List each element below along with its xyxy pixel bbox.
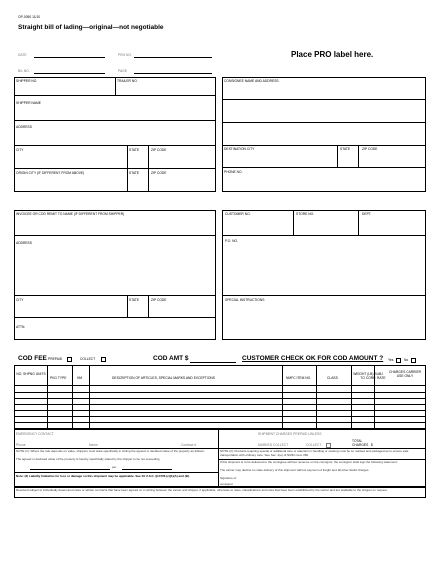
divider — [127, 295, 128, 317]
divider — [72, 365, 73, 429]
col-desc: DESCRIPTION OF ARTICLES, SPECIAL MARKS AND EXCEPTIONS — [112, 376, 215, 380]
divider — [222, 122, 426, 123]
customer-box — [222, 210, 426, 340]
note-3: NOTE (3): Products requiring special or additional care or attention in handling or stowing must be so marked and packaged as to ensure safe transportation with ordinary care. See Sec. 2(e) of NMFC item 360. — [220, 449, 409, 457]
page-line[interactable] — [134, 73, 212, 74]
col-class: CLASS — [327, 376, 338, 380]
dollar-sign: $ — [371, 443, 373, 447]
date-line[interactable] — [34, 57, 105, 58]
invoicee-state-label: STATE — [129, 298, 140, 302]
invoicee-label: INVOICEE OR COD REMIT TO NAME (IF DIFFERENT FROM SHIPPER) — [16, 212, 125, 216]
customer-no-label: CUSTOMER NO. — [225, 212, 251, 216]
destination-city-label: DESTINATION CITY — [224, 147, 255, 151]
shipper-zip-label: ZIP CODE — [151, 148, 167, 152]
check-ok-label: CUSTOMER CHECK OK FOR COD AMOUNT ? — [242, 355, 384, 362]
prepaid-unless-label: SHIPMENT CHARGES PREPAID UNLESS — [258, 432, 322, 436]
consignee-state-label: STATE — [340, 147, 351, 151]
table-row[interactable] — [14, 416, 426, 417]
collect-label: COLLECT — [306, 443, 322, 447]
consignor-statement: If this shipment is to be delivered to the consignee without recourse on the consignor, the consignor shall sign the following statement: — [220, 460, 398, 464]
divider — [148, 295, 149, 317]
divider — [358, 210, 359, 235]
divider — [14, 317, 216, 318]
divider — [14, 472, 218, 473]
carrier-decline: The carrier may decline to make delivery of this shipment without payment of freight and all other lawful charges. — [220, 468, 370, 472]
table-row[interactable] — [14, 404, 426, 405]
divider — [282, 365, 283, 429]
divider — [14, 295, 216, 296]
divider — [293, 210, 294, 235]
origin-city-label: ORIGIN CITY (IF DIFFERENT FROM ABOVE) — [16, 171, 85, 175]
cod-collect-label: COLLECT — [80, 357, 96, 361]
total-label: TOTAL — [352, 439, 363, 443]
yes-label: Yes — [388, 358, 394, 362]
col-pkg: PKG TYPE — [50, 376, 67, 380]
divider — [14, 145, 216, 146]
shipper-state-label: STATE — [129, 148, 140, 152]
consignor-label: consignor — [220, 482, 234, 486]
bl-no-line[interactable] — [34, 73, 105, 74]
pro-no-label: PRO NO. — [118, 53, 132, 57]
origin-zip-label: ZIP CODE — [151, 171, 167, 175]
emergency-contact-label: EMERGENCY CONTACT — [16, 432, 54, 436]
col-nmfc: NMFC ITEM NO. — [286, 376, 312, 380]
divider — [14, 95, 216, 96]
col-weight: WEIGHT (LB) SUBJ TO CORR — [353, 372, 383, 380]
header-divider — [14, 385, 426, 386]
phone-label: Phone — [16, 443, 26, 447]
origin-state-label: STATE — [129, 171, 140, 175]
shipper-address-label: ADDRESS — [16, 125, 32, 129]
per-label: per — [112, 465, 117, 469]
table-row[interactable] — [14, 410, 426, 411]
contract-label: Contract # — [181, 443, 197, 447]
consignee-box — [222, 77, 426, 192]
name-label: Name — [89, 443, 98, 447]
divider — [89, 365, 90, 429]
divider — [222, 99, 426, 100]
date-label: DATE — [18, 53, 27, 57]
note-2: Note: (2) Liability limitation for loss or damage on this shipment may be applicable. See 49 U.S.C. §14706 (c)(1)(A) and (B). — [16, 474, 190, 478]
cod-collect-checkbox[interactable] — [101, 357, 106, 362]
per-line[interactable] — [122, 469, 172, 470]
col-units: NO. SHPNG UNITS — [16, 372, 46, 376]
divider — [218, 429, 219, 487]
divider — [316, 365, 317, 429]
form-id: OP-0050 11/10 — [18, 15, 41, 19]
consignee-zip-label: ZIP CODE — [362, 147, 378, 151]
charges-label: CHARGES — [352, 443, 369, 447]
signature-label: Signature of — [220, 476, 237, 480]
page-label: PAGE — [118, 69, 127, 73]
cod-prepaid-checkbox[interactable] — [67, 357, 72, 362]
divider — [115, 77, 116, 95]
yes-checkbox[interactable] — [396, 358, 401, 363]
table-row[interactable] — [14, 392, 426, 393]
special-instructions-label: SPECIAL INSTRUCTIONS — [225, 298, 265, 302]
col-hm: HM — [77, 376, 83, 380]
invoicee-zip-label: ZIP CODE — [151, 298, 167, 302]
invoicee-box — [14, 210, 216, 340]
shipper-name-label: SHIPPER NAME — [16, 101, 41, 105]
cod-amt-label: COD AMT $ — [153, 355, 189, 362]
trailer-no-label: TRAILER NO. — [117, 79, 138, 83]
invoicee-address-label: ADDRESS — [16, 241, 32, 245]
po-no-label: P.O. NO. — [225, 239, 238, 243]
no-label: No — [404, 358, 409, 362]
shipper-city-label: CITY — [16, 148, 24, 152]
divider — [222, 235, 426, 236]
no-checkbox[interactable] — [411, 358, 416, 363]
table-row[interactable] — [14, 398, 426, 399]
cod-amt-line[interactable] — [190, 362, 236, 363]
page-title: Straight bill of lading—original—not negotiable — [18, 24, 164, 31]
note-1b: The agreed or declared value of the property is hereby specifically stated by the shipper to be not exceeding — [16, 457, 160, 461]
invoicee-city-label: CITY — [16, 298, 24, 302]
divider — [337, 145, 338, 167]
pro-no-line[interactable] — [134, 57, 212, 58]
phone-label: PHONE NO. — [224, 170, 243, 174]
divider — [222, 145, 426, 146]
divider — [14, 120, 216, 121]
value-line[interactable] — [30, 469, 110, 470]
store-no-label: STORE NO. — [296, 212, 315, 216]
pro-label-text: Place PRO label here. — [291, 50, 374, 59]
consignee-label: CONSIGNEE NAME AND ADDRESS — [224, 79, 279, 83]
divider — [358, 145, 359, 167]
col-rate: RATE — [377, 376, 386, 380]
table-row[interactable] — [14, 422, 426, 423]
dept-label: DEPT. — [362, 212, 372, 216]
cod-fee-label: COD FEE — [18, 355, 47, 362]
col-charges: CHARGES CARRIER USE ONLY — [388, 370, 422, 378]
note-1: NOTE (1): Where the rate depends on value, shippers must state specifically in writing the agreed or declared value of the property as follows: — [16, 449, 205, 453]
divider — [222, 167, 426, 168]
marked-collect-label: MARKED COLLECT — [258, 443, 289, 447]
received-statement: Received subject to individually determined rates or written contracts that have been agreed on in writing between the carrier and shipper, if applicable, otherwise to rates, classifications and rules that have been established by the carrier and are available to the shipper on request. — [16, 488, 388, 492]
cod-prepaid-label: PREPAID — [48, 357, 63, 361]
divider — [47, 365, 48, 429]
divider — [222, 295, 426, 296]
attn-label: ATTN. — [16, 325, 26, 329]
shipper-no-label: SHIPPER NO. — [16, 79, 38, 83]
bl-no-label: B/L NO. — [18, 69, 30, 73]
divider — [14, 168, 216, 169]
divider — [14, 235, 216, 236]
